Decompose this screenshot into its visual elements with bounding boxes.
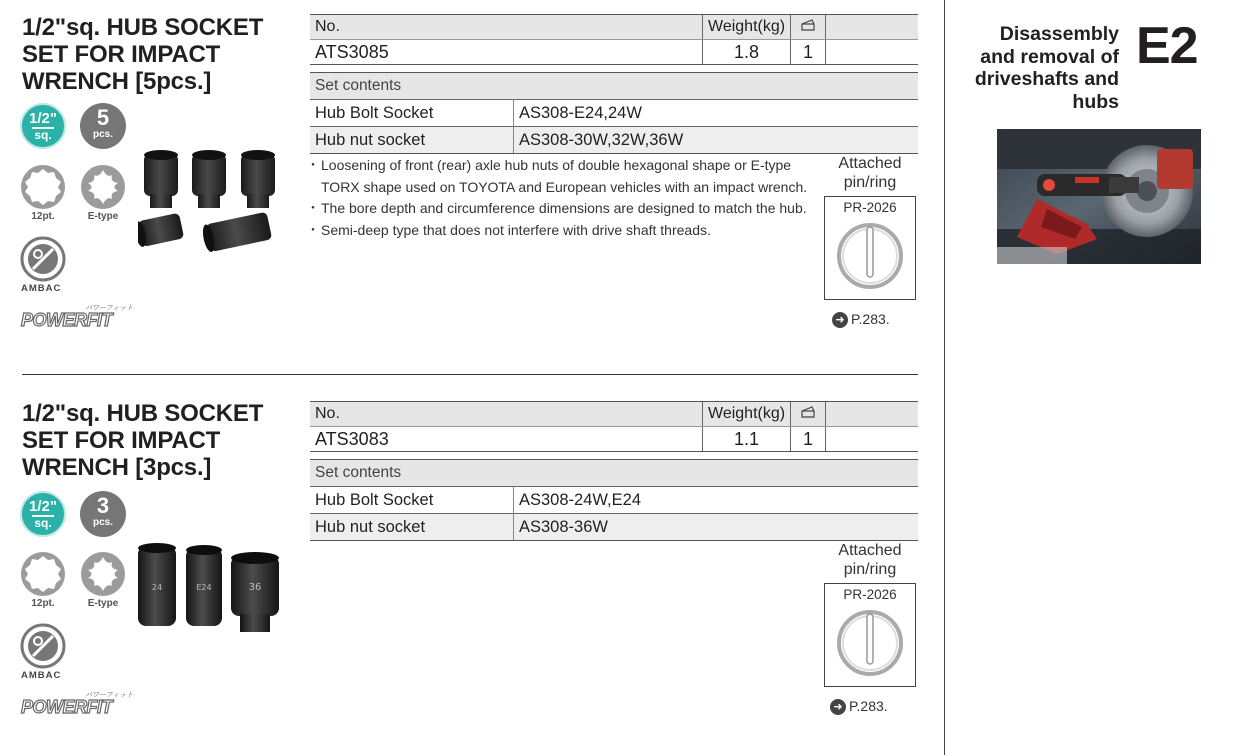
pin-code: PR-2026 <box>843 200 897 215</box>
svg-text:36: 36 <box>248 582 262 593</box>
set-contents-header: Set contents <box>310 460 918 487</box>
product-section-5pcs <box>0 0 940 375</box>
spec-table <box>310 401 918 452</box>
torx-label: E-type <box>87 598 119 609</box>
attached-label: Attached pin/ring <box>838 542 902 578</box>
twelve-point-label: 12pt. <box>31 598 55 609</box>
set-contents-header: Set contents <box>310 73 918 100</box>
product-number: ATS3083 <box>310 427 703 452</box>
ambac-icon <box>20 623 66 669</box>
col-header-extra <box>826 15 918 40</box>
product-weight: 1.8 <box>703 40 791 65</box>
ambac-label: AMBAC <box>21 283 62 294</box>
powerfit-logo: POWERFIT <box>21 697 112 717</box>
product-number: ATS3085 <box>310 40 703 65</box>
set-contents-table <box>310 72 918 154</box>
set-contents-table <box>310 459 918 541</box>
product-extra <box>826 427 918 452</box>
piece-count-badge: 3 pcs. <box>80 491 126 537</box>
pin-ring-icon <box>835 221 905 291</box>
drive-size-badge: 1/2" sq. <box>20 491 66 537</box>
page-reference[interactable]: ➜ P.283. <box>830 698 888 715</box>
drive-size-badge: 1/2" sq. <box>20 103 66 149</box>
ambac-icon <box>20 236 66 282</box>
attached-label: Attached pin/ring <box>838 155 902 191</box>
arrow-right-icon: ➜ <box>832 312 848 328</box>
torx-label: E-type <box>87 211 119 222</box>
chapter-code: E2 <box>1136 17 1198 75</box>
socket-set-photo <box>138 148 283 260</box>
product-extra <box>826 40 918 65</box>
pin-ring-box <box>824 196 916 300</box>
product-title: 1/2"sq. HUB SOCKET SET FOR IMPACT WRENCH [3pcs.] <box>22 400 264 481</box>
powerfit-katakana: パワーフィット <box>85 305 134 312</box>
twelve-point-label: 12pt. <box>31 211 55 222</box>
col-header-extra <box>826 402 918 427</box>
powerfit-katakana: パワーフィット <box>85 692 134 699</box>
product-section-3pcs <box>0 387 940 755</box>
feature-list <box>310 155 820 241</box>
svg-text:E24: E24 <box>196 583 212 592</box>
package-icon <box>791 402 826 427</box>
svg-text:24: 24 <box>151 583 163 592</box>
pin-ring-box <box>824 583 916 687</box>
content-name: Hub nut socket <box>310 127 514 154</box>
page-reference[interactable]: ➜ P.283. <box>832 311 890 328</box>
section-divider <box>22 374 918 375</box>
col-header-weight: Weight(kg) <box>703 402 791 427</box>
product-qty: 1 <box>791 427 826 452</box>
content-parts: AS308-24W,E24 <box>514 487 919 514</box>
feature-item: ・ Loosening of front (rear) axle hub nuts of double hexagonal shape or E-type TORX shape used on TOYOTA and European vehicles with an impact wrench. <box>310 155 820 198</box>
feature-item: ・ Semi-deep type that does not interfere with drive shaft threads. <box>310 220 820 242</box>
torx-icon <box>80 551 126 597</box>
product-qty: 1 <box>791 40 826 65</box>
pin-ring-icon <box>835 608 905 678</box>
twelve-point-icon <box>20 164 66 210</box>
content-parts: AS308-30W,32W,36W <box>514 127 919 154</box>
ambac-label: AMBAC <box>21 670 62 681</box>
content-name: Hub nut socket <box>310 514 514 541</box>
arrow-right-icon: ➜ <box>830 699 846 715</box>
powerfit-logo: POWERFIT <box>21 310 112 330</box>
col-header-no: No. <box>310 15 703 40</box>
product-weight: 1.1 <box>703 427 791 452</box>
pin-code: PR-2026 <box>843 587 897 602</box>
socket-set-photo <box>134 542 284 638</box>
twelve-point-icon <box>20 551 66 597</box>
col-header-weight: Weight(kg) <box>703 15 791 40</box>
chapter-title: Disassembly and removal of driveshafts and hubs <box>974 23 1119 113</box>
package-icon <box>791 15 826 40</box>
column-divider <box>944 0 945 755</box>
spec-table <box>310 14 918 65</box>
col-header-no: No. <box>310 402 703 427</box>
piece-count-badge: 5 pcs. <box>80 103 126 149</box>
content-name: Hub Bolt Socket <box>310 100 514 127</box>
torx-icon <box>80 164 126 210</box>
product-title: 1/2"sq. HUB SOCKET SET FOR IMPACT WRENCH [5pcs.] <box>22 14 264 95</box>
content-parts: AS308-36W <box>514 514 919 541</box>
content-parts: AS308-E24,24W <box>514 100 919 127</box>
feature-item: ・ The bore depth and circumference dimensions are designed to match the hub. <box>310 198 820 220</box>
chapter-photo-impact-wrench <box>997 129 1201 264</box>
content-name: Hub Bolt Socket <box>310 487 514 514</box>
